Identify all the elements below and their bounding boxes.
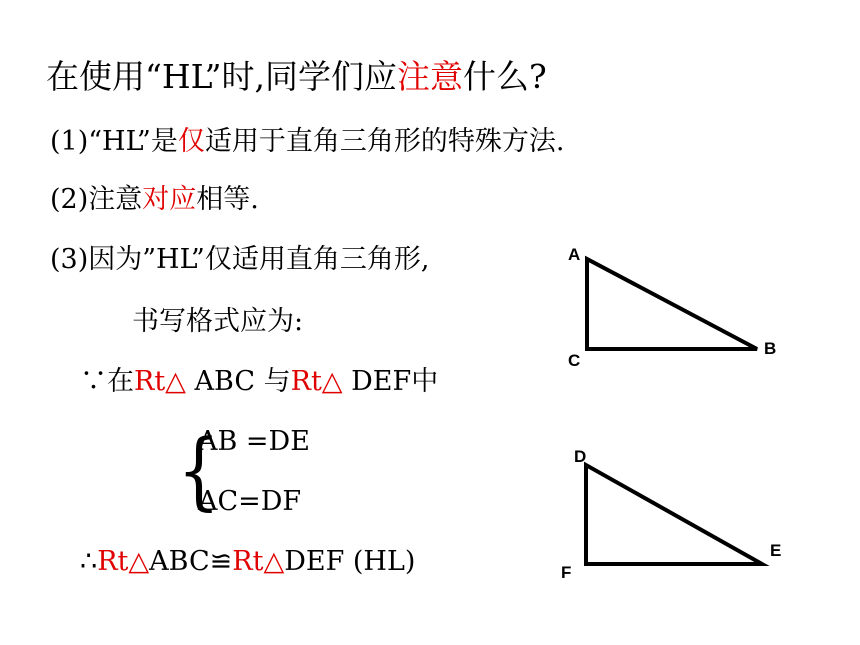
point-2-text: (2)注意: [50, 184, 143, 215]
triangle-def: [561, 447, 781, 582]
rt-triangle-4: Rt△: [232, 546, 285, 577]
vertex-f-label: F: [561, 563, 572, 582]
mid-word: 中: [411, 366, 439, 397]
conclusion-def: DEF (HL): [284, 546, 416, 577]
format-intro: 书写格式应为:: [132, 306, 304, 337]
in-word: 在: [107, 366, 134, 397]
point-1-text: (1)“HL”是: [50, 126, 178, 157]
vertex-c-label: C: [568, 351, 581, 370]
triangle-def-shape: [586, 465, 762, 564]
title-text: 在使用“HL”时,同学们应: [46, 57, 398, 96]
vertex-a-label: A: [568, 245, 581, 264]
point-2-text-end: 相等.: [196, 184, 259, 215]
point-1-text-end: 适用于直角三角形的特殊方法.: [204, 126, 565, 157]
vertex-e-label: E: [770, 541, 782, 560]
rt-triangle-3: Rt△: [97, 546, 150, 577]
title-text-end: 什么?: [463, 57, 547, 96]
condition-1: AB =DE: [198, 426, 310, 457]
point-1-highlight: 仅: [177, 126, 205, 157]
congruent-abc: ABC≌: [149, 546, 233, 577]
rt-triangle-1: Rt△: [134, 366, 186, 397]
triangle-abc-shape: [587, 259, 757, 349]
point-3: (3)因为”HL”仅适用直角三角形,: [50, 244, 430, 275]
since-symbol: ∵: [80, 366, 107, 397]
vertex-b-label: B: [764, 339, 777, 358]
triangle-abc-name: ABC: [185, 366, 264, 397]
triangle-def-name: DEF: [342, 366, 412, 397]
point-2-highlight: 对应: [142, 184, 197, 215]
therefore-symbol: ∴: [80, 546, 98, 577]
title-highlight: 注意: [397, 57, 464, 96]
triangle-abc: [568, 245, 776, 370]
condition-2: AC=DF: [198, 486, 302, 517]
rt-triangle-2: Rt△: [290, 366, 343, 397]
left-brace: {: [177, 421, 221, 519]
vertex-d-label: D: [574, 447, 587, 466]
and-word: 与: [263, 366, 291, 397]
